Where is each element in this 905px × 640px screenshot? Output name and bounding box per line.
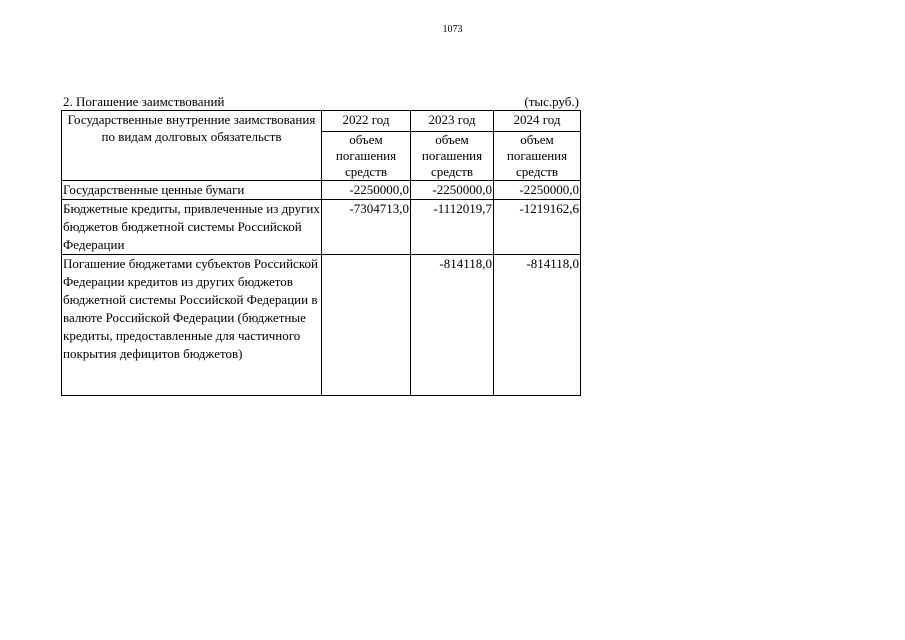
header-sub-2023: объем погашения средств — [411, 132, 494, 181]
value-2023: -814118,0 — [411, 255, 494, 396]
value-2024: -1219162,6 — [494, 200, 581, 255]
row-name: Государственные ценные бумаги — [62, 181, 322, 200]
row-name: Бюджетные кредиты, привлеченные из других бюджетов бюджетной системы Российской Федерации — [62, 200, 322, 255]
table-row — [62, 200, 581, 255]
value-2023: -1112019,7 — [411, 200, 494, 255]
units-label: (тыс.руб.) — [524, 94, 579, 109]
row-name: Погашение бюджетами субъектов Российской Федерации кредитов из других бюджетов бюджетной системы Российской Федерации в валюте Российской Федерации (бюджетные кредиты, предоставленные для частичного покрытия дефицитов бюджетов) — [62, 255, 322, 396]
header-name-cell: Государственные внутренние заимствования по видам долговых обязательств — [62, 111, 322, 181]
value-2024: -2250000,0 — [494, 181, 581, 200]
value-2022: -2250000,0 — [322, 181, 411, 200]
header-year-2023: 2023 год — [411, 111, 494, 132]
header-sub-2024: объем погашения средств — [494, 132, 581, 181]
header-sub-2022: объем погашения средств — [322, 132, 411, 181]
value-2023: -2250000,0 — [411, 181, 494, 200]
table-row — [62, 255, 581, 396]
table-row — [62, 181, 581, 200]
page-number: 1073 — [442, 24, 463, 35]
header-year-2022: 2022 год — [322, 111, 411, 132]
section-title: 2. Погашение заимствований — [63, 94, 225, 109]
value-2024: -814118,0 — [494, 255, 581, 396]
repayment-table — [61, 110, 581, 396]
header-row-years — [62, 111, 581, 132]
header-year-2024: 2024 год — [494, 111, 581, 132]
value-2022 — [322, 255, 411, 396]
value-2022: -7304713,0 — [322, 200, 411, 255]
